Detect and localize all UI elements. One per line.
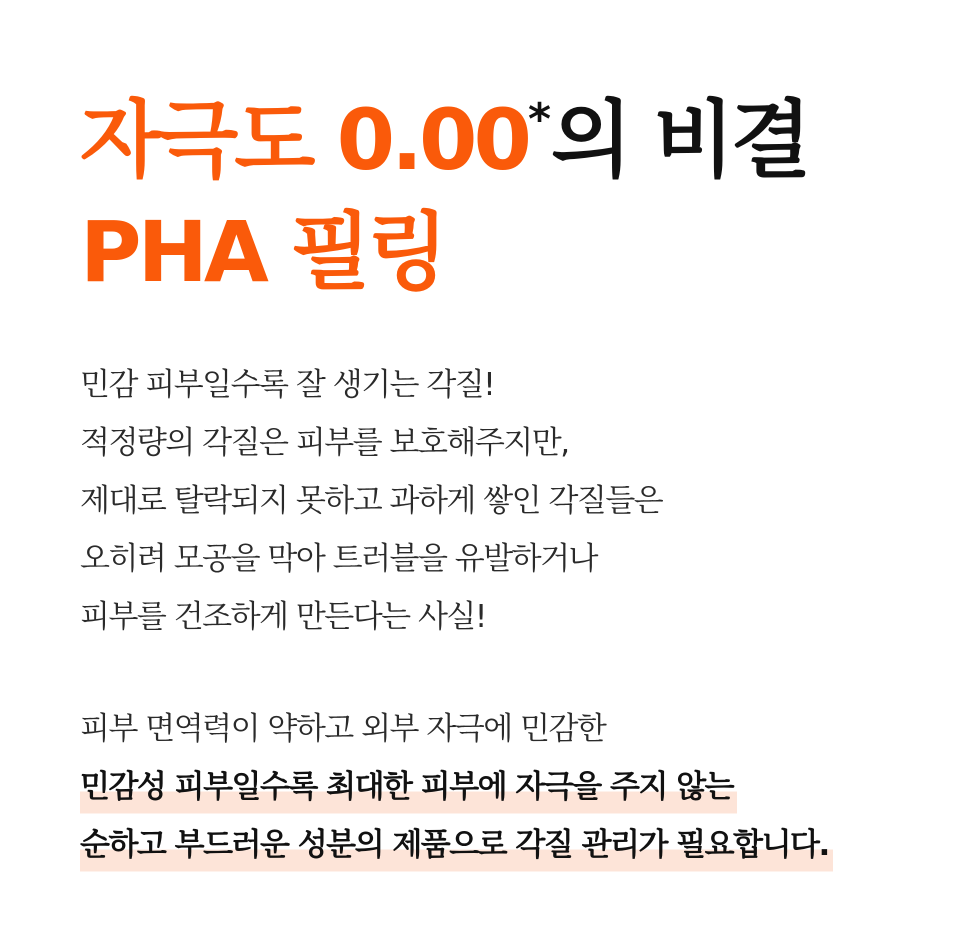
highlight-text-1: 민감성 피부일수록 최대한 피부에 자극을 주지 않는 [80, 758, 737, 816]
description-line-3: 제대로 탈락되지 못하고 과하게 쌓인 각질들은 [80, 483, 663, 519]
description-line-4: 오히려 모공을 막아 트러블을 유발하거나 [80, 541, 597, 577]
highlight-row-1 [80, 758, 833, 816]
headline-pha-peeling: PHA 필링 [80, 203, 445, 301]
description [80, 356, 833, 874]
highlight-text-2: 순하고 부드러운 성분의 제품으로 각질 관리가 필요합니다. [80, 816, 833, 874]
description-line-5: 피부를 건조하게 만든다는 사실! [80, 599, 486, 635]
headline-asterisk: * [527, 94, 551, 145]
headline-irritation-score: 자극도 0.00 [80, 91, 528, 189]
headline-secret: 의 비결 [550, 91, 808, 189]
headline [80, 84, 808, 308]
sensitivity-intro: 피부 면역력이 약하고 외부 자극에 민감한 [80, 711, 606, 747]
paragraph-gap [80, 646, 833, 700]
description-line-2: 적정량의 각질은 피부를 보호해주지만, [80, 425, 569, 461]
description-line-1: 민감 피부일수록 잘 생기는 각질! [80, 367, 495, 403]
headline-line-1 [80, 91, 808, 189]
highlight-row-2 [80, 816, 833, 874]
